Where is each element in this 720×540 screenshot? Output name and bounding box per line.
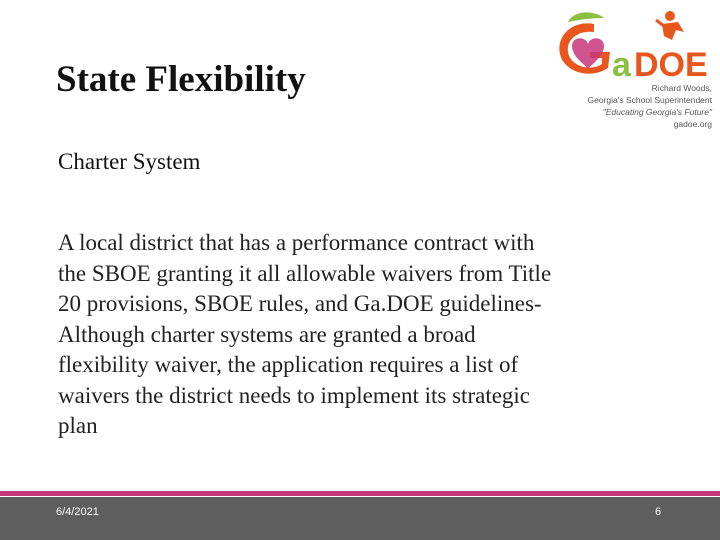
body-line: flexibility waiver, the application requires a list of: [58, 352, 519, 377]
slide-subtitle: Charter System: [58, 149, 201, 174]
tagline-line-4: gadoe.org: [673, 119, 712, 129]
logo-tagline: [588, 82, 712, 130]
tagline-line-1: Richard Woods,: [651, 83, 712, 93]
svg-text:a: a: [612, 46, 631, 84]
footer-accent-bar: [0, 491, 720, 496]
body-line: 20 provisions, SBOE rules, and Ga.DOE guidelines-: [58, 291, 542, 316]
body-line: plan: [58, 413, 98, 438]
footer-bar: [0, 497, 720, 540]
body-line: waivers the district needs to implement its strategic: [58, 382, 531, 408]
tagline-line-3: "Educating Georgia's Future": [602, 107, 712, 117]
body-line: Although charter systems are granted a broad: [58, 321, 476, 347]
footer-date: 6/4/2021: [56, 506, 99, 518]
body-line: A local district that has a performance contract with: [58, 230, 535, 255]
slide-title: State Flexibility: [56, 59, 306, 100]
slide-body: [58, 228, 668, 442]
svg-text:DOE: DOE: [634, 46, 708, 84]
gadoe-logo-icon: [550, 6, 720, 86]
body-line: the SBOE granting it all allowable waivers from Title: [58, 260, 552, 286]
footer-page-number: 6: [655, 506, 662, 518]
tagline-line-2: Georgia's School Superintendent: [587, 95, 712, 105]
